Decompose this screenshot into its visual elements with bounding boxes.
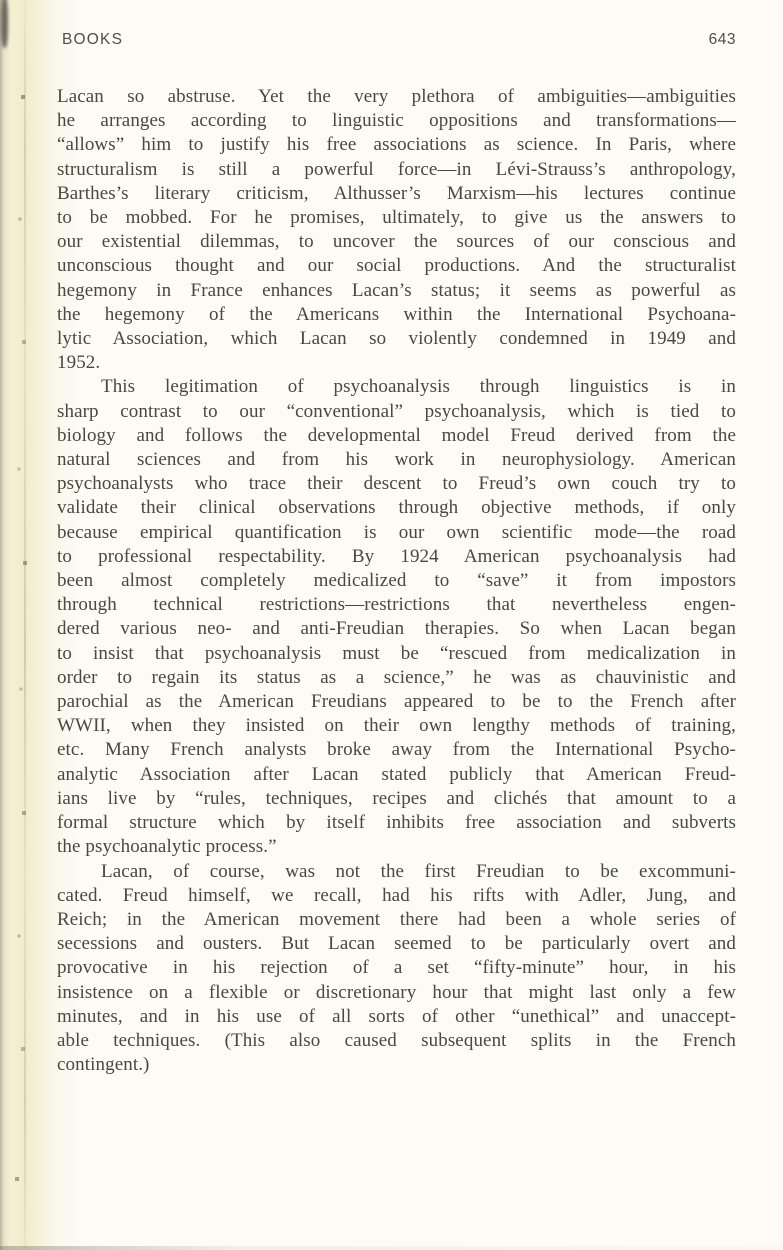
text-line: to professional respectability. By 1924 American psychoanalysis had bbox=[57, 545, 736, 567]
section-title: BOOKS bbox=[62, 31, 124, 48]
scan-specks bbox=[0, 0, 2, 2]
text-line: validate their clinical observations through objective methods, if only bbox=[57, 497, 736, 519]
text-line: provocative in his rejection of a set “fifty-minute” hour, in his bbox=[57, 957, 736, 979]
text-line: analytic Association after Lacan stated publicly that American Freud- bbox=[57, 763, 736, 785]
text-line: lytic Association, which Lacan so violently condemned in 1949 and bbox=[57, 328, 736, 350]
text-line: because empirical quantification is our own scientific mode—the road bbox=[57, 521, 736, 543]
text-line: hegemony in France enhances Lacan’s status; it seems as powerful as bbox=[57, 279, 736, 301]
text-line: through technical restrictions—restrictions that nevertheless engen- bbox=[57, 594, 736, 616]
text-line: ians live by “rules, techniques, recipes and clichés that amount to a bbox=[57, 787, 736, 809]
text-line: insistence on a flexible or discretionary hour that might last only a few bbox=[57, 981, 736, 1003]
page-number: 643 bbox=[708, 31, 736, 48]
text-line: Lacan, of course, was not the first Freudian to be excommuni- bbox=[101, 860, 736, 882]
gutter-crease bbox=[24, 0, 26, 1250]
text-line: he arranges according to linguistic oppositions and transformations— bbox=[57, 110, 736, 132]
paragraph bbox=[57, 860, 736, 1078]
text-line: our existential dilemmas, to uncover the sources of our conscious and bbox=[57, 231, 736, 253]
text-line: contingent.) bbox=[57, 1054, 150, 1076]
page-bottom-edge bbox=[0, 1246, 783, 1250]
text-line: been almost completely medicalized to “save” it from impostors bbox=[57, 570, 736, 592]
text-line: WWII, when they insisted on their own lengthy methods of training, bbox=[57, 715, 736, 737]
text-line: dered various neo- and anti-Freudian therapies. So when Lacan began bbox=[57, 618, 736, 640]
scan-edge-smudge bbox=[1, 0, 8, 48]
text-line: Barthes’s literary criticism, Althusser’s Marxism—his lectures continue bbox=[57, 182, 736, 204]
text-line: natural sciences and from his work in neurophysiology. American bbox=[57, 449, 736, 471]
text-line: to insist that psychoanalysis must be “rescued from medicalization in bbox=[57, 642, 736, 664]
text-line: parochial as the American Freudians appeared to be to the French after bbox=[57, 691, 736, 713]
text-line: unconscious thought and our social productions. And the structuralist bbox=[57, 255, 736, 277]
text-line: cated. Freud himself, we recall, had his rifts with Adler, Jung, and bbox=[57, 884, 736, 906]
running-head bbox=[62, 31, 736, 49]
text-block bbox=[57, 85, 736, 1077]
text-line: order to regain its status as a science,” he was as chauvinistic and bbox=[57, 666, 736, 688]
text-line: Reich; in the American movement there had been a whole series of bbox=[57, 908, 736, 930]
text-line: to be mobbed. For he promises, ultimately, to give us the answers to bbox=[57, 207, 736, 229]
text-line: structuralism is still a powerful force—in Lévi-Strauss’s anthropology, bbox=[57, 158, 736, 180]
text-line: Lacan so abstruse. Yet the very plethora of ambiguities—ambiguities bbox=[57, 86, 736, 107]
text-line: biology and follows the developmental model Freud derived from the bbox=[57, 424, 736, 446]
text-line: This legitimation of psychoanalysis through linguistics is in bbox=[101, 376, 736, 398]
paragraph bbox=[57, 85, 736, 375]
text-line: the hegemony of the Americans within the International Psychoana- bbox=[57, 303, 736, 325]
text-line: etc. Many French analysts broke away from the International Psycho- bbox=[57, 739, 736, 761]
text-line: sharp contrast to our “conventional” psychoanalysis, which is tied to bbox=[57, 400, 736, 422]
text-line: the psychoanalytic process.” bbox=[57, 836, 277, 858]
text-line: 1952. bbox=[57, 352, 101, 374]
text-line: formal structure which by itself inhibits free association and subverts bbox=[57, 812, 736, 834]
text-line: “allows” him to justify his free associations as science. In Paris, where bbox=[57, 134, 736, 156]
text-line: able techniques. (This also caused subsequent splits in the French bbox=[57, 1029, 736, 1051]
text-line: secessions and ousters. But Lacan seemed to be particularly overt and bbox=[57, 933, 736, 955]
text-line: minutes, and in his use of all sorts of other “unethical” and unaccept- bbox=[57, 1005, 736, 1027]
text-line: psychoanalysts who trace their descent to Freud’s own couch try to bbox=[57, 473, 736, 495]
paragraph bbox=[57, 375, 736, 859]
